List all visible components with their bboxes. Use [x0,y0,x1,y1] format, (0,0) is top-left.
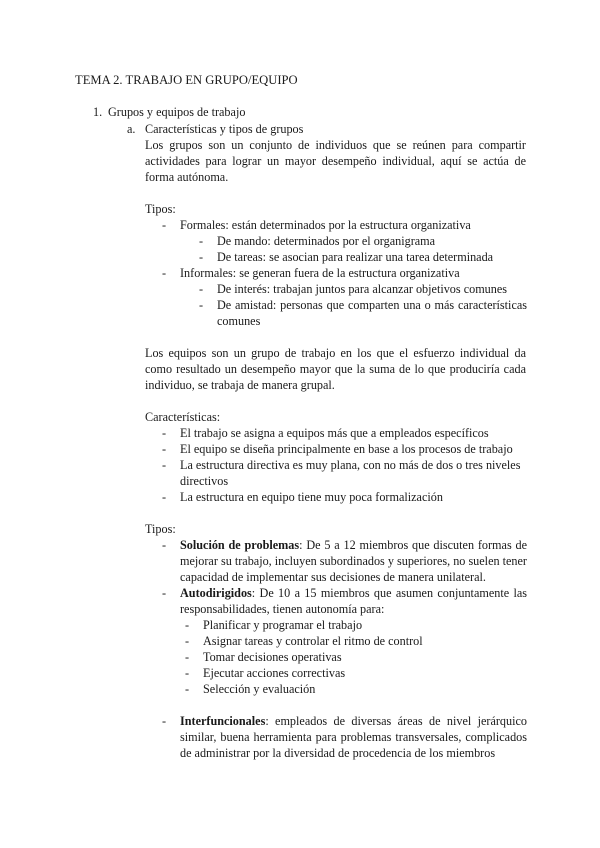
list-item-text: El equipo se diseña principalmente en base a los procesos de trabajo [180,442,513,456]
term-bold: Solución de problemas [180,538,300,552]
list-item-text: De mando: determinados por el organigrama [217,234,436,248]
list-item-text: Selección y evaluación [203,682,316,696]
list-item-text: Formales: están determinados por la estructura organizativa [180,218,471,232]
section-label: Grupos y equipos de trabajo [108,105,246,119]
dash-bullet: - [185,634,190,648]
dash-bullet: - [199,234,204,248]
term-description: : De 10 a 15 miembros que asumen conjuntamente las responsabilidades, tienen autonomía para: [180,586,527,616]
dash-bullet: - [162,490,167,504]
dash-bullet: - [162,458,167,472]
term-bold: Autodirigidos [180,586,252,600]
dash-bullet: - [162,714,167,728]
list-item-text: La estructura en equipo tiene muy poca formalización [180,490,443,504]
dash-bullet: - [162,266,167,280]
list-item-text: De tareas: se asocian para realizar una tarea determinada [217,250,494,264]
list-item-text: De interés: trabajan juntos para alcanzar objetivos comunes [217,282,508,296]
dash-bullet: - [185,618,190,632]
list-item-text: Ejecutar acciones correctivas [203,666,346,680]
dash-bullet: - [185,682,190,696]
section-number: 1. [93,105,103,119]
term-description: : De 5 a 12 miembros que discuten formas de mejorar su trabajo, incluyen subordinados y superiores, no suelen tener capacidad de implementar sus decisiones de manera unilateral. [180,538,528,584]
subsection-letter: a. [127,122,136,136]
dash-bullet: - [162,218,167,232]
dash-bullet: - [162,538,167,552]
dash-bullet: - [199,250,204,264]
paragraph-grupos: Los grupos son un conjunto de individuos que se reúnen para compartir actividades para lograr un mayor desempeño individual, aquí se actúa de forma autónoma. [145,138,526,184]
term-description: : empleados de diversas áreas de nivel jerárquico similar, buena herramienta para problemas transversales, complicados de administrar por la diversidad de procedencia de los miembros [180,714,527,760]
dash-bullet: - [162,586,167,600]
list-item-text: De amistad: personas que comparten una o más características comunes [217,298,527,328]
dash-bullet: - [185,650,190,664]
list-item-text: Tomar decisiones operativas [203,650,342,664]
dash-bullet: - [162,426,167,440]
dash-bullet: - [199,298,204,312]
tipos-label-2: Tipos: [145,522,176,536]
subsection-label: Características y tipos de grupos [145,122,304,136]
tipos-label: Tipos: [145,202,176,216]
list-item-text: La estructura directiva es muy plana, con no más de dos o tres niveles directivos [180,458,521,488]
dash-bullet: - [199,282,204,296]
term-bold: Interfuncionales [180,714,266,728]
list-item-text: Informales: se generan fuera de la estructura organizativa [180,266,460,280]
list-item-text [180,537,527,585]
list-item-text: El trabajo se asigna a equipos más que a empleados específicos [180,426,489,440]
list-item-text: Planificar y programar el trabajo [203,618,363,632]
list-item-text [180,585,527,617]
paragraph-equipos: Los equipos son un grupo de trabajo en los que el esfuerzo individual da como resultado un desempeño mayor que la suma de lo que produciría cada individuo, se trabaja de manera grupal. [145,346,526,392]
list-item-text: Asignar tareas y controlar el ritmo de control [203,634,423,648]
list-item-text [180,713,527,761]
page-title: TEMA 2. TRABAJO EN GRUPO/EQUIPO [75,73,298,87]
dash-bullet: - [162,442,167,456]
dash-bullet: - [185,666,190,680]
caracteristicas-label: Características: [145,410,221,424]
